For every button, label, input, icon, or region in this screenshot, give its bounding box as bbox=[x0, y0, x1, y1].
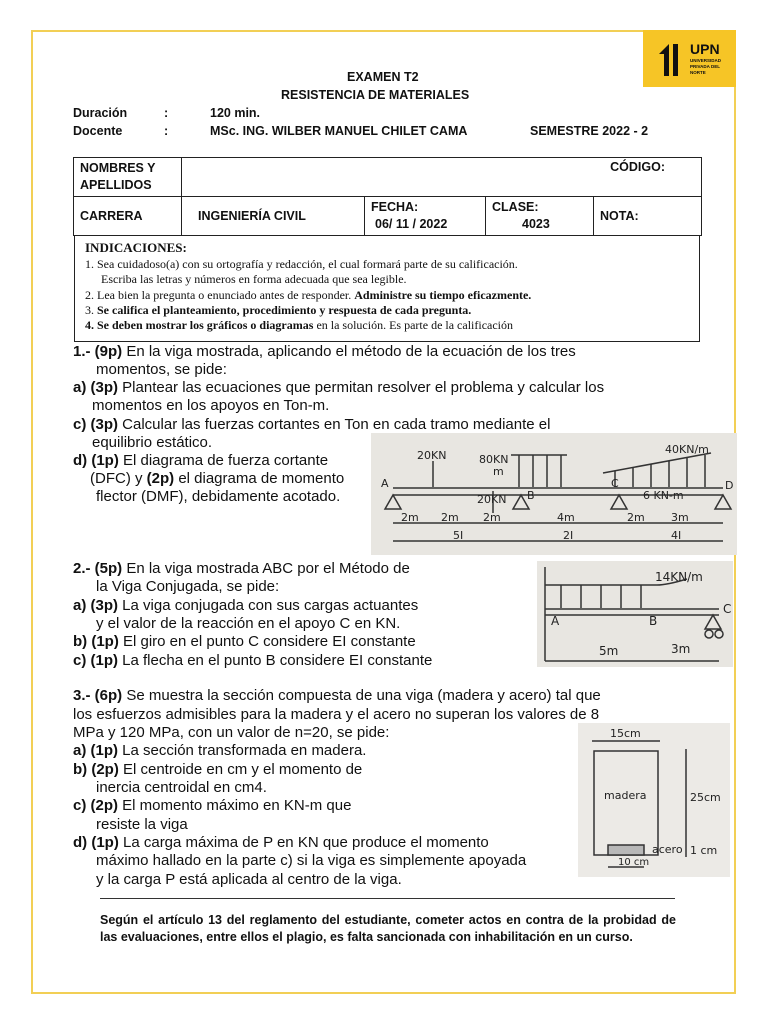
nombres-field[interactable] bbox=[182, 158, 702, 197]
q2-a: a) (3p) La viga conjugada con sus cargas actuantes bbox=[73, 597, 419, 614]
nombres-label: NOMBRES Y APELLIDOS bbox=[74, 158, 182, 197]
docente-label: Docente bbox=[73, 124, 123, 138]
fig2-load: 14KN/m bbox=[655, 570, 703, 584]
fig3-width: 15cm bbox=[610, 727, 641, 740]
section-drawing bbox=[578, 723, 730, 877]
fig2-point-b: B bbox=[649, 614, 658, 628]
q3-d-2: máximo hallado en la parte c) si la viga es simplemente apoyada bbox=[96, 852, 527, 869]
fig1-load-4: 20KN bbox=[477, 493, 507, 506]
fig3-steel-height: 1 cm bbox=[690, 844, 718, 857]
beam-figure-1 bbox=[371, 433, 737, 555]
fig1-span-1: 2m bbox=[401, 511, 419, 524]
indicaciones-box bbox=[74, 235, 700, 342]
indicacion-3: 3. Se califica el planteamiento, procedimiento y respuesta de cada pregunta. bbox=[85, 303, 472, 317]
fig1-inertia-2: 2I bbox=[563, 529, 574, 542]
semestre: SEMESTRE 2022 - 2 bbox=[530, 124, 649, 138]
fig1-load-2: 80KN bbox=[479, 453, 509, 466]
q2-intro: 2.- (5p) En la viga mostrada ABC por el Método de bbox=[73, 560, 410, 577]
fig1-load-3: 40KN/m bbox=[665, 443, 709, 456]
clase-label: CLASE: bbox=[492, 200, 539, 214]
q1-c: c) (3p) Calcular las fuerzas cortantes en Ton en cada tramo mediante el bbox=[73, 416, 551, 433]
fig1-support-b: B bbox=[527, 489, 535, 502]
beam-2-drawing bbox=[537, 561, 733, 667]
carrera-value: INGENIERÍA CIVIL bbox=[182, 197, 365, 236]
fig1-moment: 6 KN-m bbox=[643, 489, 684, 502]
carrera-label: CARRERA bbox=[74, 197, 182, 236]
fig1-support-c: C bbox=[611, 477, 619, 490]
fecha-label: FECHA: bbox=[371, 200, 419, 214]
fig1-span-2: 2m bbox=[441, 511, 459, 524]
fig1-inertia-1: 5I bbox=[453, 529, 464, 542]
indicacion-1b: Escriba las letras y números en forma adecuada que sea legible. bbox=[101, 272, 407, 286]
fecha-value: 06/ 11 / 2022 bbox=[375, 217, 448, 231]
fig3-madera-label: madera bbox=[604, 789, 647, 802]
fig2-span-2: 3m bbox=[671, 642, 691, 656]
q2-b: b) (1p) El giro en el punto C considere EI constante bbox=[73, 633, 416, 650]
fig3-acero-label: acero bbox=[652, 843, 683, 856]
fig1-support-a: A bbox=[381, 477, 389, 490]
q3-c: c) (2p) El momento máximo en KN-m que bbox=[73, 797, 352, 814]
section-figure-3 bbox=[578, 723, 730, 877]
footer-notice: Según el artículo 13 del reglamento del estudiante, cometer actos en contra de la probidad de las evaluaciones, entre ellos el plagio, es falta sancionada con inhabilitación en un curso. bbox=[100, 913, 676, 944]
indicacion-4: 4. Se deben mostrar los gráficos o diagramas en la solución. Es parte de la calificación bbox=[85, 318, 514, 332]
beam-1-drawing bbox=[371, 433, 737, 555]
q1-a: a) (3p) Plantear las ecuaciones que permitan resolver el problema y calcular los bbox=[73, 379, 605, 396]
clase-value: 4023 bbox=[522, 217, 550, 231]
indicacion-1: 1. Sea cuidadoso(a) con su ortografía y redacción, el cual formará parte de su calificación. bbox=[85, 257, 518, 271]
fig2-span-1: 5m bbox=[599, 644, 619, 658]
q3-d: d) (1p) La carga máxima de P en KN que produce el momento bbox=[73, 834, 489, 851]
q2-a-2: y el valor de la reacción en el apoyo C en KN. bbox=[96, 615, 401, 632]
duracion-value: 120 min. bbox=[210, 106, 261, 120]
fig1-span-5: 2m bbox=[627, 511, 645, 524]
exam-title: EXAMEN T2 bbox=[347, 70, 419, 84]
q1-d: d) (1p) El diagrama de fuerza cortante bbox=[73, 452, 329, 469]
fig1-span-4: 4m bbox=[557, 511, 575, 524]
fig1-span-6: 3m bbox=[671, 511, 689, 524]
fig1-span-3: 2m bbox=[483, 511, 501, 524]
docente-colon: : bbox=[164, 124, 169, 138]
fecha-cell bbox=[365, 197, 486, 236]
fig1-load-1: 20KN bbox=[417, 449, 447, 462]
q2-c: c) (1p) La flecha en el punto B considere EI constante bbox=[73, 652, 433, 669]
fig2-point-c: C bbox=[723, 602, 732, 616]
upn-logo bbox=[643, 30, 736, 87]
exam-subtitle: RESISTENCIA DE MATERIALES bbox=[281, 88, 470, 102]
clase-cell bbox=[486, 197, 594, 236]
upn-arrow-icon bbox=[657, 42, 687, 78]
footer-divider bbox=[100, 898, 675, 899]
fig1-inertia-3: 4I bbox=[671, 529, 682, 542]
docente-value: MSc. ING. WILBER MANUEL CHILET CAMA bbox=[210, 124, 468, 138]
fig3-steel-width: 10 cm bbox=[618, 857, 650, 868]
q1-c-2: equilibrio estático. bbox=[92, 434, 213, 451]
indicaciones-title: INDICACIONES: bbox=[85, 240, 187, 255]
student-info-table bbox=[73, 157, 702, 236]
q1-intro: 1.- (9p) En la viga mostrada, aplicando el método de la ecuación de los tres bbox=[73, 343, 576, 360]
fig1-load-2-unit: m bbox=[493, 465, 504, 478]
codigo-label: CÓDIGO: bbox=[610, 160, 665, 174]
q3-intro-2: los esfuerzos admisibles para la madera y el acero no superan los valores de 8 bbox=[73, 706, 600, 723]
fig3-height: 25cm bbox=[690, 791, 721, 804]
q1-a-2: momentos en los apoyos en Ton-m. bbox=[92, 397, 330, 414]
logo-subtitle: UNIVERSIDAD PRIVADA DEL NORTE bbox=[690, 58, 722, 75]
fig1-support-d: D bbox=[725, 479, 734, 492]
q3-d-3: y la carga P está aplicada al centro de la viga. bbox=[96, 871, 402, 888]
q3-b: b) (2p) El centroide en cm y el momento de bbox=[73, 761, 363, 778]
q3-intro: 3.- (6p) Se muestra la sección compuesta de una viga (madera y acero) tal que bbox=[73, 687, 601, 704]
duracion-colon: : bbox=[164, 106, 169, 120]
q3-b-2: inercia centroidal en cm4. bbox=[96, 779, 267, 796]
q3-a: a) (1p) La sección transformada en madera. bbox=[73, 742, 367, 759]
beam-figure-2 bbox=[537, 561, 733, 667]
q1-d-2: (DFC) y (2p) el diagrama de momento bbox=[90, 470, 345, 487]
fig2-point-a: A bbox=[551, 614, 560, 628]
duracion-label: Duración bbox=[73, 106, 128, 120]
q2-intro-2: la Viga Conjugada, se pide: bbox=[96, 578, 280, 595]
logo-brand: UPN bbox=[690, 41, 720, 57]
q1-intro-2: momentos, se pide: bbox=[96, 361, 227, 378]
nota-label: NOTA: bbox=[600, 209, 639, 223]
indicacion-2: 2. Lea bien la pregunta o enunciado antes de responder. Administre su tiempo eficazmente. bbox=[85, 288, 532, 302]
q1-d-3: flector (DMF), debidamente acotado. bbox=[96, 488, 341, 505]
q3-intro-3: MPa y 120 MPa, con un valor de n=20, se pide: bbox=[73, 724, 390, 741]
nota-field[interactable] bbox=[594, 197, 702, 236]
q3-c-2: resiste la viga bbox=[96, 816, 188, 833]
